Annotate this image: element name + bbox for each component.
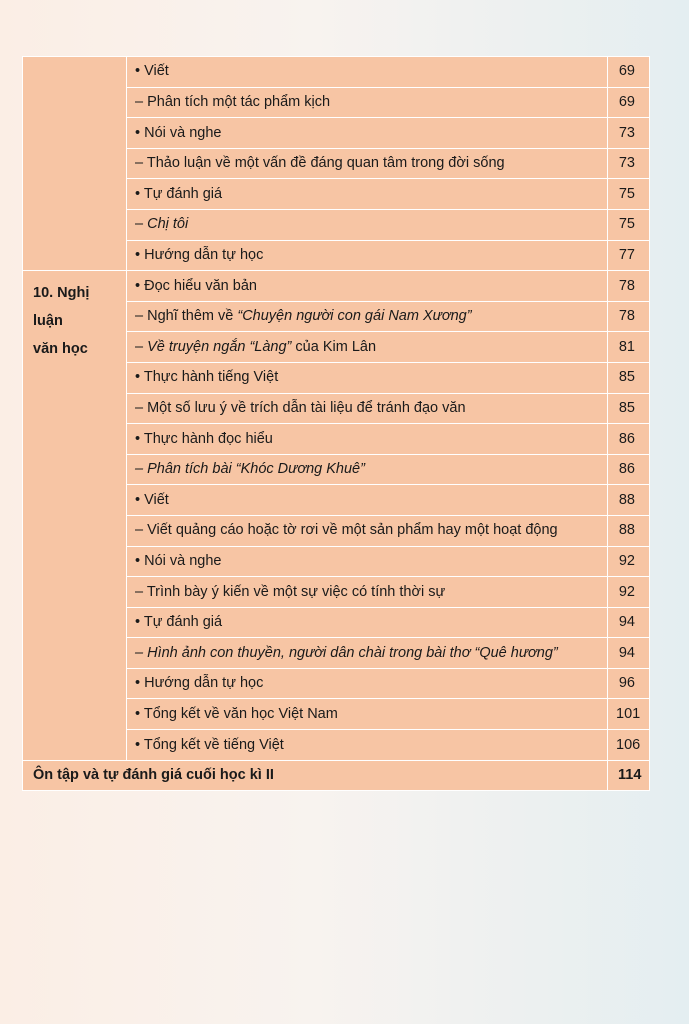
subsection-text: – Thảo luận về một vấn đề đáng quan tâm trong đời sống	[135, 155, 505, 172]
toc-entry	[127, 424, 608, 455]
page-number: 101	[608, 699, 650, 730]
page-number: 69	[608, 87, 650, 118]
subsection-text: – Một số lưu ý về trích dẫn tài liệu để tránh đạo văn	[135, 399, 466, 416]
toc-entry	[127, 332, 608, 363]
toc-entry	[127, 179, 608, 210]
toc-entry	[127, 699, 608, 730]
section-heading: • Tự đánh giá	[135, 614, 222, 630]
toc-entry	[127, 393, 608, 424]
page-number: 88	[608, 515, 650, 546]
toc-entry	[127, 240, 608, 271]
page-number: 86	[608, 454, 650, 485]
toc-entry	[127, 485, 608, 516]
page-number: 75	[608, 179, 650, 210]
section-heading: • Tổng kết về văn học Việt Nam	[135, 706, 338, 722]
page-number: 75	[608, 209, 650, 240]
page-number: 96	[608, 668, 650, 699]
page-number: 81	[608, 332, 650, 363]
section-heading: • Hướng dẫn tự học	[135, 675, 263, 691]
subsection-text: –	[135, 216, 148, 233]
unit-title	[23, 271, 127, 761]
toc-entry	[127, 301, 608, 332]
toc-entry	[127, 271, 608, 302]
page-number: 78	[608, 301, 650, 332]
section-heading: • Tổng kết về tiếng Việt	[135, 737, 284, 753]
toc-entry	[127, 607, 608, 638]
review-heading: Ôn tập và tự đánh giá cuối học kì II	[23, 760, 608, 791]
page-number: 86	[608, 424, 650, 455]
section-heading: • Nói và nghe	[135, 553, 222, 569]
page-number: 94	[608, 607, 650, 638]
section-heading: • Viết	[135, 492, 169, 508]
section-heading: • Thực hành tiếng Việt	[135, 369, 278, 385]
toc-entry	[127, 668, 608, 699]
section-heading: • Đọc hiểu văn bản	[135, 278, 257, 294]
page-number: 85	[608, 362, 650, 393]
page-number: 78	[608, 271, 650, 302]
toc-entry	[127, 118, 608, 149]
page-number: 114	[608, 760, 650, 791]
page-number: 85	[608, 393, 650, 424]
unit-cell	[23, 57, 127, 271]
subsection-text: Chị tôi	[147, 216, 189, 233]
subsection-text: – Viết quảng cáo hoặc tờ rơi về một sản phẩm hay một hoạt động	[135, 522, 558, 539]
page-number: 73	[608, 118, 650, 149]
page-number: 73	[608, 148, 650, 179]
page-number: 94	[608, 638, 650, 669]
page-number: 106	[608, 730, 650, 761]
subsection-text: Về truyện ngắn “Làng”	[147, 338, 292, 355]
unit-title-line: 10. Nghị luận	[33, 285, 90, 330]
unit-title-line: văn học	[33, 341, 88, 358]
page-number: 69	[608, 57, 650, 88]
table-of-contents	[22, 56, 650, 791]
toc-entry	[127, 515, 608, 546]
toc-entry	[127, 362, 608, 393]
table-row	[23, 57, 650, 88]
subsection-text: của Kim Lân	[291, 338, 377, 355]
subsection-text: – Phân tích một tác phẩm kịch	[135, 94, 331, 111]
section-heading: • Viết	[135, 63, 169, 79]
page-number: 92	[608, 546, 650, 577]
toc-entry	[127, 57, 608, 88]
page-number: 88	[608, 485, 650, 516]
section-heading: • Hướng dẫn tự học	[135, 247, 263, 263]
page-number: 92	[608, 577, 650, 608]
subsection-text: –	[135, 338, 148, 355]
toc-entry	[127, 638, 608, 669]
page-number: 77	[608, 240, 650, 271]
toc-entry	[127, 209, 608, 240]
subsection-text: “Chuyện người con gái Nam Xương”	[237, 308, 472, 325]
toc-entry	[127, 148, 608, 179]
section-heading: • Tự đánh giá	[135, 186, 222, 202]
table-row	[23, 760, 650, 791]
toc-entry	[127, 546, 608, 577]
section-heading: • Nói và nghe	[135, 125, 222, 141]
toc-entry	[127, 87, 608, 118]
subsection-text: – Trình bày ý kiến về một sự việc có tính thời sự	[135, 583, 446, 600]
table-row	[23, 271, 650, 302]
toc-entry	[127, 577, 608, 608]
section-heading: • Thực hành đọc hiểu	[135, 431, 273, 447]
subsection-text: – Hình ảnh con thuyền, người dân chài trong bài thơ “Quê hương”	[135, 644, 558, 661]
toc-entry	[127, 730, 608, 761]
toc-entry	[127, 454, 608, 485]
subsection-text: – Phân tích bài “Khóc Dương Khuê”	[135, 461, 365, 478]
subsection-text: – Nghĩ thêm về	[135, 308, 238, 325]
